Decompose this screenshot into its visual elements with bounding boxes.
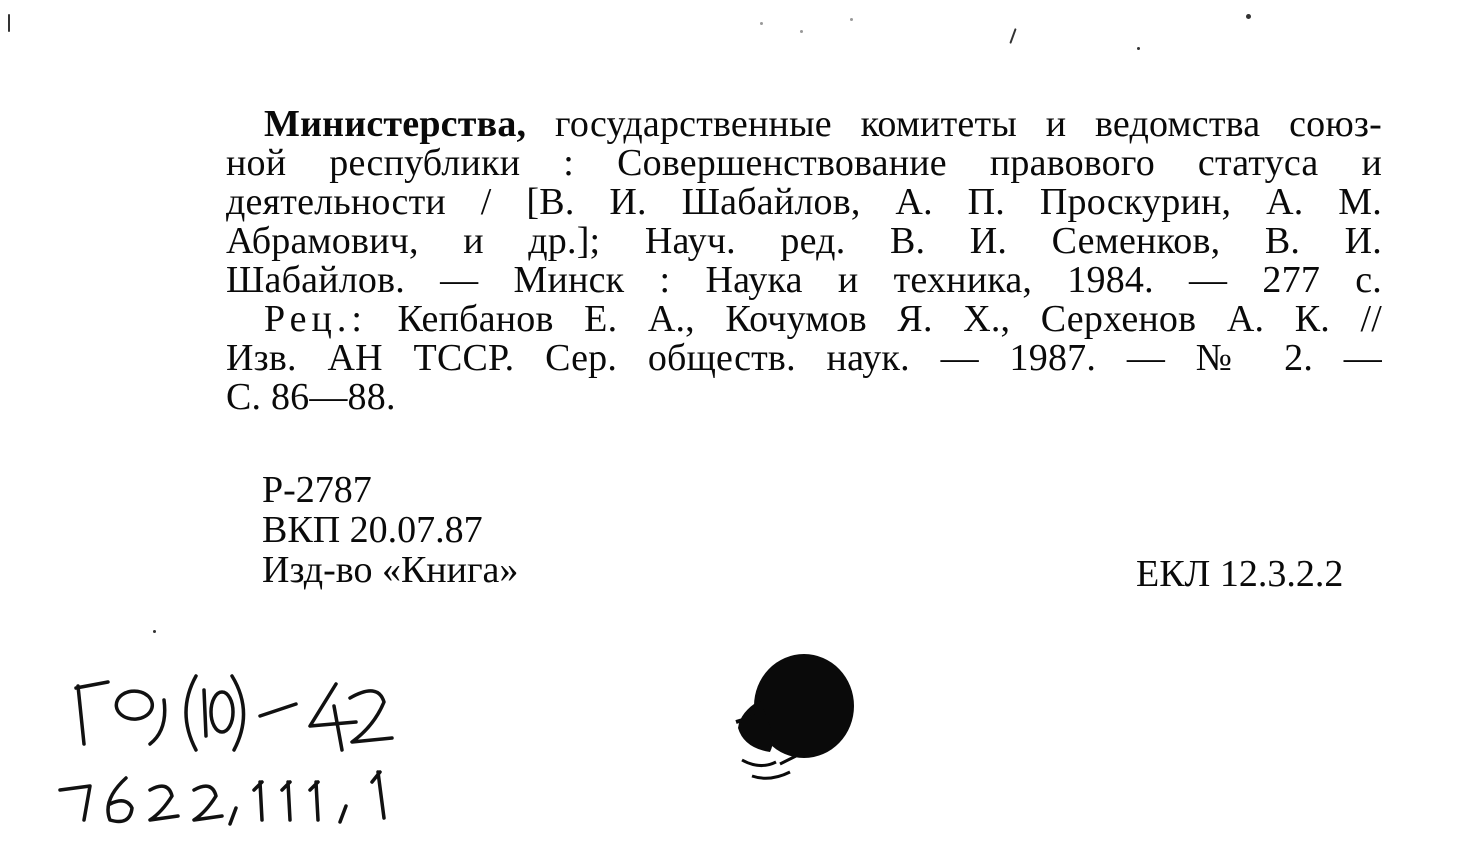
entry-line: Шабайлов. — Минск : Наука и техника, 1984. — 277 с. [226, 259, 1382, 301]
vkp-date: ВКП 20.07.87 [262, 509, 483, 551]
entry-line-text: государственные комитеты и ведомства союз- [554, 103, 1382, 145]
review-line: С. 86—88. [226, 376, 396, 418]
review-label: Рец.: [264, 298, 367, 340]
card-code: Р-2787 [262, 469, 372, 511]
entry-title: Министерства, [264, 103, 527, 145]
publisher: Изд-во «Книга» [262, 549, 519, 591]
review-line: Изв. АН ТССР. Сер. обществ. наук. — 1987. — № 2. — [226, 337, 1382, 379]
entry-line: деятельности / [В. И. Шабайлов, А. П. Проскурин, А. М. [226, 181, 1382, 223]
ekl-code: ЕКЛ 12.3.2.2 [1136, 553, 1344, 595]
review-line-text: Кепбанов Е. А., Кочумов Я. Х., Серхенов А. К. // [397, 298, 1383, 340]
entry-line: Абрамович, и др.]; Науч. ред. В. И. Семенков, В. И. [226, 220, 1382, 262]
entry-line: ной республики : Совершенствование правового статуса и [226, 142, 1382, 184]
